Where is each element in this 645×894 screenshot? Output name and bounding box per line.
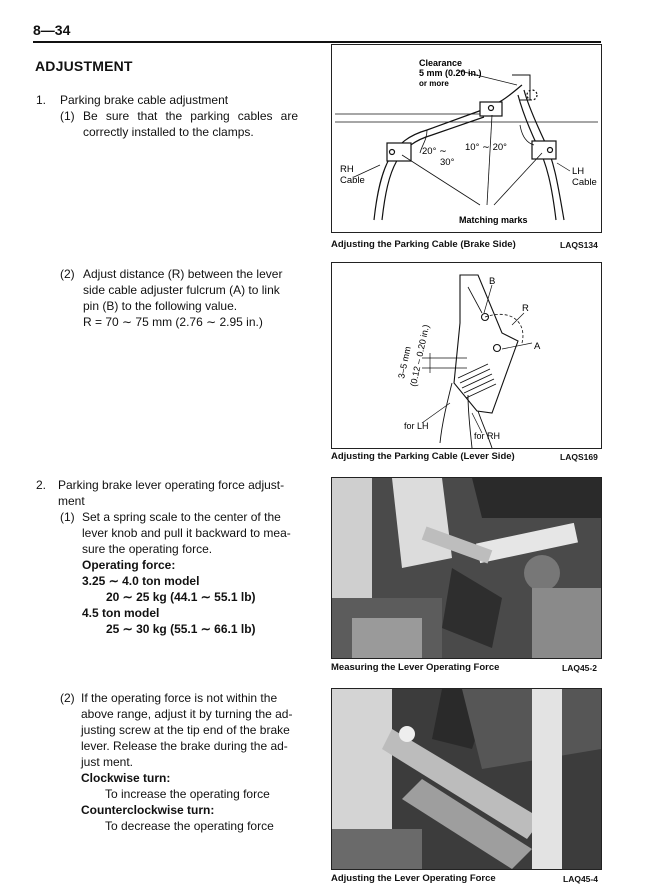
ccw-label: Counterclockwise turn: <box>81 803 215 817</box>
matching-marks-label: Matching marks <box>459 215 528 225</box>
label-b: B <box>489 276 496 287</box>
section1-title: Parking brake cable adjustment <box>60 93 229 107</box>
fig4-code: LAQ45-4 <box>563 874 598 884</box>
photo-adjusting-lever-force <box>331 688 602 870</box>
model2-value: 25 ∼ 30 kg (55.1 ∼ 66.1 lb) <box>106 622 256 636</box>
text-line: If the operating force is not within the <box>81 691 278 705</box>
rh-cable-label-2: Cable <box>340 175 365 186</box>
for-rh-label: for RH <box>474 431 501 441</box>
section1-step2-text <box>83 266 298 330</box>
text-line: Adjust distance (R) between the lever <box>83 267 283 281</box>
section2-title <box>58 477 298 509</box>
fig1-caption: Adjusting the Parking Cable (Brake Side) <box>331 239 516 250</box>
section1-step1-text <box>83 108 298 140</box>
section-heading: ADJUSTMENT <box>35 58 133 74</box>
text-line: just ment. <box>81 755 134 769</box>
text-line: Set a spring scale to the center of the <box>82 510 281 524</box>
clearance-label: Clearance <box>419 58 463 68</box>
model2-label: 4.5 ton model <box>82 606 160 620</box>
section2-step1-text <box>82 509 298 637</box>
fig1-code: LAQS134 <box>560 240 598 250</box>
dimension-label-2: (0.12 – 0.20 in.) <box>408 323 432 388</box>
fig3-caption: Measuring the Lever Operating Force <box>331 662 500 673</box>
text-line: pin (B) to the following value. <box>83 299 238 313</box>
header-rule <box>33 41 601 43</box>
text-line: correctly installed to the clamps. <box>83 125 254 139</box>
ccw-text: To decrease the operating force <box>105 819 274 833</box>
model1-label: 3.25 ∼ 4.0 ton model <box>82 574 200 588</box>
text-line: lever knob and pull it backward to mea- <box>82 526 291 540</box>
angle-right-label: 10° ∼ 20° <box>465 142 507 153</box>
section1-step2-number: (2) <box>60 267 75 281</box>
fig4-caption: Adjusting the Lever Operating Force <box>331 873 496 884</box>
section2-step2-number: (2) <box>60 691 75 705</box>
clearance-note: or more <box>419 79 449 88</box>
cw-label: Clockwise turn: <box>81 771 171 785</box>
spec-value: R = 70 ∼ 75 mm (2.76 ∼ 2.95 in.) <box>83 315 263 329</box>
clearance-value: 5 mm (0.20 in.) <box>419 68 482 78</box>
text-line: lever. Release the brake during the ad- <box>81 739 288 753</box>
photo-measuring-lever-force <box>331 477 602 659</box>
text-line: above range, adjust it by turning the ad- <box>81 707 293 721</box>
text-line: side cable adjuster fulcrum (A) to link <box>83 283 280 297</box>
model1-value: 20 ∼ 25 kg (44.1 ∼ 55.1 lb) <box>106 590 256 604</box>
label-a: A <box>534 341 541 352</box>
fig2-code: LAQS169 <box>560 452 598 462</box>
figure-brake-side <box>331 44 602 233</box>
for-lh-label: for LH <box>404 421 429 431</box>
label-r: R <box>522 303 529 314</box>
dimension-label: 3–5 mm <box>396 345 413 380</box>
cw-text: To increase the operating force <box>105 787 270 801</box>
angle-left-label-2: 30° <box>440 157 455 168</box>
text-line: ment <box>58 494 85 508</box>
force-label: Operating force: <box>82 558 176 572</box>
section1-step1-number: (1) <box>60 109 75 123</box>
photo-adjusting-graphic <box>332 689 601 869</box>
text-line: sure the operating force. <box>82 542 213 556</box>
angle-left-label: 20° ∼ <box>422 146 447 157</box>
lh-cable-label: LH <box>572 166 585 177</box>
brake-side-diagram <box>332 45 601 232</box>
fig2-caption: Adjusting the Parking Cable (Lever Side) <box>331 451 515 462</box>
figure-lever-side <box>331 262 602 449</box>
photo-measuring-graphic <box>332 478 601 658</box>
text-line: Parking brake lever operating force adjust- <box>58 478 285 492</box>
section1-number: 1. <box>36 93 47 107</box>
page-number: 8—34 <box>33 22 71 38</box>
lever-side-diagram <box>332 263 601 448</box>
fig3-code: LAQ45-2 <box>562 663 597 673</box>
lh-cable-label-2: Cable <box>572 177 597 188</box>
text-line: Be sure that the parking cables are <box>83 109 298 123</box>
rh-cable-label: RH <box>340 164 354 175</box>
section2-step1-number: (1) <box>60 510 75 524</box>
section2-number: 2. <box>36 478 47 492</box>
text-line: justing screw at the tip end of the brake <box>81 723 290 737</box>
section2-step2-text <box>81 690 299 834</box>
